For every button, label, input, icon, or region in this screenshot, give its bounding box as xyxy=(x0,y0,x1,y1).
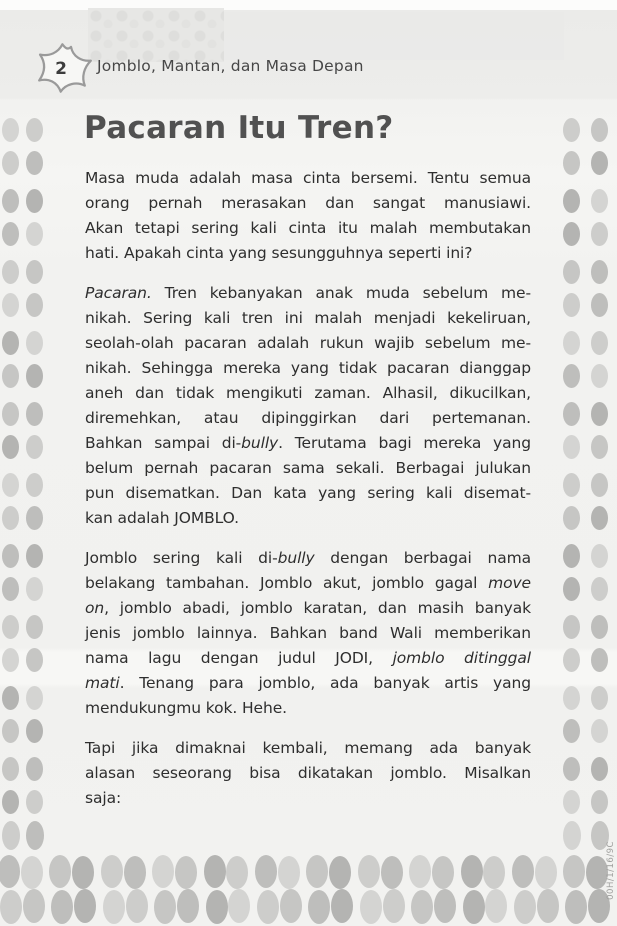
oval-decoration xyxy=(2,719,19,743)
text-line: nikah. Sering kali tren ini malah menjadi kekeliruan, xyxy=(85,309,531,327)
text-line: kan adalah JOMBLO. xyxy=(85,509,239,527)
text-line: belakang tambahan. Jomblo akut, jomblo gagal move xyxy=(85,574,531,592)
oval-decoration xyxy=(591,544,608,568)
oval-decoration xyxy=(23,889,45,923)
oval-decoration xyxy=(2,686,19,710)
oval-decoration xyxy=(2,118,19,142)
oval-decoration xyxy=(591,402,608,426)
oval-decoration xyxy=(26,293,43,317)
oval-decoration xyxy=(2,506,19,530)
oval-decoration xyxy=(563,686,580,710)
text-line: nama lagu dengan judul JODI, jomblo ditinggal xyxy=(85,649,531,667)
oval-decoration xyxy=(26,719,43,743)
oval-decoration xyxy=(2,821,20,850)
oval-decoration xyxy=(360,890,382,924)
oval-decoration xyxy=(563,293,580,317)
oval-decoration xyxy=(512,855,534,888)
oval-decoration xyxy=(26,506,43,530)
oval-decoration xyxy=(26,118,43,142)
oval-decoration xyxy=(591,648,608,672)
oval-decoration xyxy=(563,615,580,639)
oval-decoration xyxy=(591,719,608,743)
oval-decoration xyxy=(2,402,19,426)
oval-decoration xyxy=(563,331,580,355)
oval-decoration xyxy=(591,686,608,710)
text-line: diremehkan, atau dipinggirkan dari pertemanan. xyxy=(85,409,531,427)
text-line: Masa muda adalah masa cinta bersemi. Tentu semua xyxy=(85,169,531,187)
oval-decoration xyxy=(463,890,485,924)
oval-decoration xyxy=(26,402,43,426)
oval-decoration xyxy=(308,890,330,924)
oval-decoration xyxy=(26,189,43,213)
oval-decoration xyxy=(591,506,608,530)
oval-decoration xyxy=(432,856,454,889)
oval-decoration xyxy=(461,855,483,888)
oval-decoration xyxy=(591,260,608,284)
oval-decoration xyxy=(26,821,44,850)
oval-decoration xyxy=(175,856,197,889)
oval-decoration xyxy=(591,473,608,497)
chapter-title: Jomblo, Mantan, dan Masa Depan xyxy=(97,57,364,75)
oval-decoration xyxy=(381,856,403,889)
oval-decoration xyxy=(563,719,580,743)
paragraphs xyxy=(85,166,531,826)
text-line: pun disematkan. Dan kata yang sering kali disemat- xyxy=(85,484,531,502)
oval-decoration xyxy=(49,855,71,888)
header-band xyxy=(224,12,564,60)
oval-decoration xyxy=(26,790,43,814)
oval-decoration xyxy=(101,855,123,888)
article-title: Pacaran Itu Tren? xyxy=(84,110,394,146)
oval-decoration xyxy=(26,544,43,568)
oval-decoration xyxy=(563,790,580,814)
oval-decoration xyxy=(329,856,351,889)
oval-decoration xyxy=(74,889,96,923)
oval-decoration xyxy=(591,189,608,213)
oval-decoration xyxy=(563,402,580,426)
oval-decoration xyxy=(2,435,19,459)
oval-decoration xyxy=(26,686,43,710)
oval-decoration xyxy=(586,856,608,889)
oval-decoration xyxy=(177,889,199,923)
scan-code: 00H/1/16/9C xyxy=(606,841,616,900)
text-line: nikah. Sehingga mereka yang tidak pacaran dianggap xyxy=(85,359,531,377)
oval-decoration xyxy=(2,364,19,388)
text-line: hati. Apakah cinta yang sesungguhnya seperti ini? xyxy=(85,244,473,262)
oval-decoration xyxy=(591,435,608,459)
oval-decoration xyxy=(124,856,146,889)
oval-decoration xyxy=(103,890,125,924)
oval-decoration xyxy=(26,435,43,459)
text-line: Bahkan sampai di-bully. Terutama bagi mereka yang xyxy=(85,434,531,452)
oval-decoration xyxy=(591,364,608,388)
oval-decoration xyxy=(228,889,250,923)
oval-decoration xyxy=(331,889,353,923)
oval-decoration xyxy=(563,648,580,672)
text-line: alasan seseorang bisa dikatakan jomblo. Misalkan xyxy=(85,764,531,782)
oval-decoration xyxy=(26,331,43,355)
oval-decoration xyxy=(563,151,580,175)
oval-decoration xyxy=(563,544,580,568)
oval-decoration xyxy=(563,189,580,213)
oval-decoration xyxy=(152,855,174,888)
oval-decoration xyxy=(2,757,19,781)
oval-decoration xyxy=(26,648,43,672)
oval-decoration xyxy=(126,889,148,923)
oval-decoration xyxy=(26,577,43,601)
text-line: on, jomblo abadi, jomblo karatan, dan masih banyak xyxy=(85,599,531,617)
oval-decoration xyxy=(2,577,19,601)
oval-decoration xyxy=(563,757,580,781)
oval-decoration xyxy=(535,856,557,889)
oval-decoration xyxy=(483,856,505,889)
oval-decoration xyxy=(591,118,608,142)
text-line: jenis jomblo lainnya. Bahkan band Wali memberikan xyxy=(85,624,531,642)
oval-decoration xyxy=(383,889,405,923)
oval-decoration xyxy=(26,151,43,175)
oval-decoration xyxy=(411,890,433,924)
oval-decoration xyxy=(434,889,456,923)
oval-decoration xyxy=(591,757,608,781)
oval-decoration xyxy=(26,757,43,781)
text-line: aneh dan tidak mengikuti zaman. Alhasil, dikucilkan, xyxy=(85,384,531,402)
oval-decoration xyxy=(358,855,380,888)
oval-decoration xyxy=(591,331,608,355)
oval-decoration xyxy=(591,577,608,601)
oval-decoration xyxy=(2,189,19,213)
oval-decoration xyxy=(0,890,22,924)
paragraph xyxy=(85,166,531,266)
oval-decoration xyxy=(563,855,585,888)
oval-decoration xyxy=(485,889,507,923)
oval-decoration xyxy=(591,222,608,246)
oval-decoration xyxy=(280,889,302,923)
oval-decoration xyxy=(154,890,176,924)
oval-decoration xyxy=(204,855,226,888)
text-line: Pacaran. Tren kebanyakan anak muda sebelum me- xyxy=(85,284,531,302)
oval-decoration xyxy=(0,855,20,888)
oval-decoration xyxy=(26,615,43,639)
oval-decoration xyxy=(26,260,43,284)
paragraph xyxy=(85,736,531,811)
text-line: saja: xyxy=(85,789,122,807)
oval-decoration xyxy=(2,260,19,284)
oval-decoration xyxy=(257,890,279,924)
oval-decoration xyxy=(2,790,19,814)
oval-decoration xyxy=(2,615,19,639)
oval-decoration xyxy=(591,790,608,814)
oval-decoration xyxy=(563,118,580,142)
oval-decoration xyxy=(51,890,73,924)
oval-decoration xyxy=(2,473,19,497)
page-number: 2 xyxy=(55,59,67,79)
oval-decoration xyxy=(591,615,608,639)
oval-decoration xyxy=(563,821,581,850)
text-line: Jomblo sering kali di-bully dengan berbagai nama xyxy=(85,549,531,567)
oval-decoration xyxy=(563,506,580,530)
text-line: belum pernah pacaran sama sekali. Berbagai julukan xyxy=(85,459,531,477)
oval-decoration xyxy=(26,473,43,497)
oval-decoration xyxy=(255,855,277,888)
oval-decoration xyxy=(563,364,580,388)
text-line: seolah-olah pacaran adalah rukun wajib sebelum me- xyxy=(85,334,531,352)
paragraph xyxy=(85,546,531,721)
oval-decoration xyxy=(563,473,580,497)
text-line: Akan tetapi sering kali cinta itu malah membutakan xyxy=(85,219,531,237)
oval-decoration xyxy=(2,331,19,355)
oval-decoration xyxy=(591,151,608,175)
oval-decoration xyxy=(563,577,580,601)
text-line: mendukungmu kok. Hehe. xyxy=(85,699,287,717)
oval-decoration xyxy=(226,856,248,889)
oval-decoration xyxy=(2,222,19,246)
oval-decoration xyxy=(278,856,300,889)
text-line: Tapi jika dimaknai kembali, memang ada banyak xyxy=(85,739,531,757)
oval-decoration xyxy=(2,293,19,317)
oval-decoration xyxy=(563,222,580,246)
oval-decoration xyxy=(2,544,19,568)
oval-decoration xyxy=(565,890,587,924)
oval-decoration xyxy=(206,890,228,924)
oval-decoration xyxy=(72,856,94,889)
oval-decoration xyxy=(563,260,580,284)
oval-decoration xyxy=(2,151,19,175)
oval-decoration xyxy=(409,855,431,888)
header-watermark xyxy=(88,8,224,62)
paragraph xyxy=(85,281,531,531)
oval-decoration xyxy=(26,364,43,388)
oval-decoration xyxy=(563,435,580,459)
oval-decoration xyxy=(591,293,608,317)
text-line: mati. Tenang para jomblo, ada banyak artis yang xyxy=(85,674,531,692)
oval-decoration xyxy=(514,890,536,924)
oval-decoration xyxy=(2,648,19,672)
oval-decoration xyxy=(306,855,328,888)
oval-decoration xyxy=(537,889,559,923)
oval-decoration xyxy=(21,856,43,889)
text-line: orang pernah merasakan dan sangat manusiawi. xyxy=(85,194,531,212)
oval-decoration xyxy=(26,222,43,246)
